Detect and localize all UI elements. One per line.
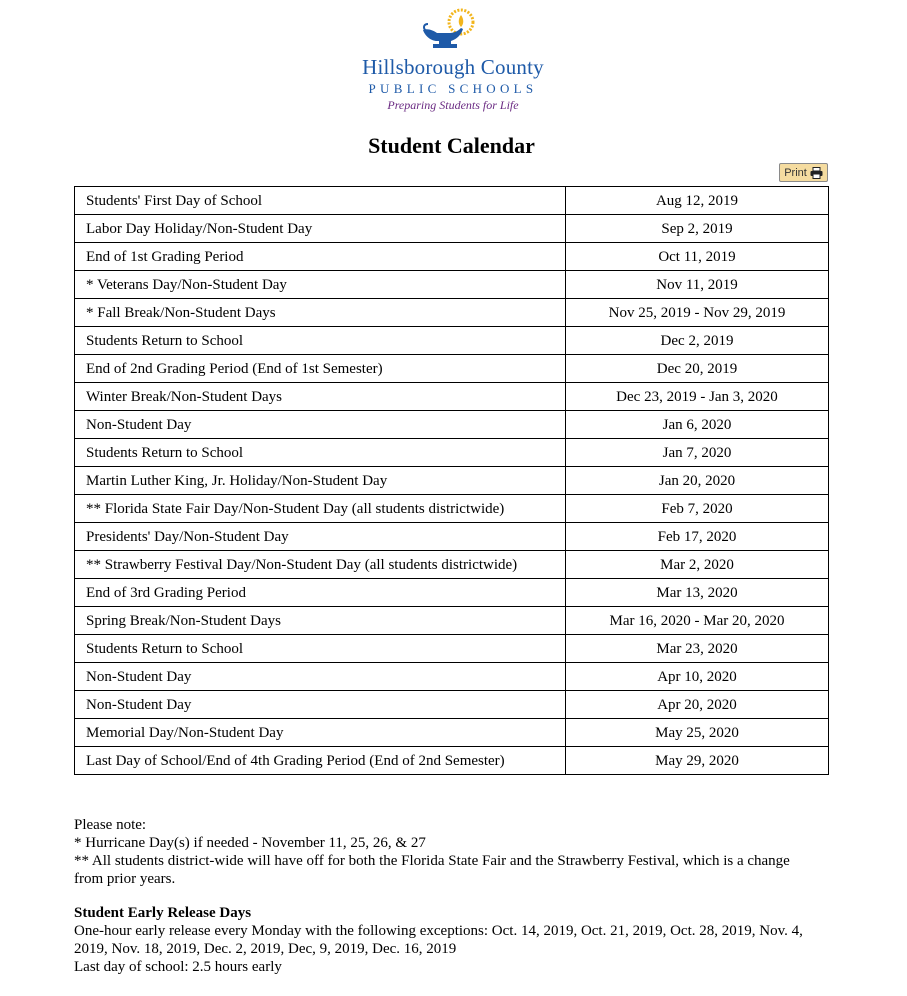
table-row — [75, 495, 829, 523]
date-cell: Nov 25, 2019 - Nov 29, 2019 — [566, 299, 829, 327]
table-row — [75, 411, 829, 439]
event-cell: Non-Student Day — [75, 411, 566, 439]
table-row — [75, 439, 829, 467]
table-row — [75, 691, 829, 719]
early-release-text: One-hour early release every Monday with the following exceptions: Oct. 14, 2019, Oct. 21, 2019, Oct. 28, 2019, Nov. 4, 2019, Nov. 18, 2019, Dec. 2, 2019, Dec, 9, 2019, Dec. 16, 2019 — [74, 923, 803, 957]
date-cell: Nov 11, 2019 — [566, 271, 829, 299]
logo-tagline: Preparing Students for Life — [387, 98, 519, 112]
event-cell: Students Return to School — [75, 327, 566, 355]
event-cell: Students Return to School — [75, 635, 566, 663]
date-cell: Mar 16, 2020 - Mar 20, 2020 — [566, 607, 829, 635]
table-row — [75, 523, 829, 551]
date-cell: Apr 10, 2020 — [566, 663, 829, 691]
note-hurricane: * Hurricane Day(s) if needed - November 11, 25, 26, & 27 — [74, 835, 426, 851]
printer-icon — [810, 167, 823, 179]
date-cell: Mar 23, 2020 — [566, 635, 829, 663]
logo-subtitle: PUBLIC SCHOOLS — [368, 81, 538, 96]
date-cell: May 25, 2020 — [566, 719, 829, 747]
event-cell: Memorial Day/Non-Student Day — [75, 719, 566, 747]
table-row — [75, 271, 829, 299]
event-cell: Labor Day Holiday/Non-Student Day — [75, 215, 566, 243]
table-row — [75, 383, 829, 411]
date-cell: Jan 20, 2020 — [566, 467, 829, 495]
event-cell: Students Return to School — [75, 439, 566, 467]
date-cell: Mar 2, 2020 — [566, 551, 829, 579]
date-cell: Feb 7, 2020 — [566, 495, 829, 523]
event-cell: Spring Break/Non-Student Days — [75, 607, 566, 635]
date-cell: Apr 20, 2020 — [566, 691, 829, 719]
table-row — [75, 215, 829, 243]
table-row — [75, 747, 829, 775]
table-row — [75, 719, 829, 747]
print-button-label: Print — [784, 166, 807, 179]
early-release-section — [74, 904, 814, 976]
event-cell: ** Strawberry Festival Day/Non-Student Day (all students districtwide) — [75, 551, 566, 579]
date-cell: Dec 20, 2019 — [566, 355, 829, 383]
early-release-heading: Student Early Release Days — [74, 905, 252, 921]
date-cell: Dec 2, 2019 — [566, 327, 829, 355]
table-row — [75, 579, 829, 607]
event-cell: ** Florida State Fair Day/Non-Student Day (all students districtwide) — [75, 495, 566, 523]
date-cell: Dec 23, 2019 - Jan 3, 2020 — [566, 383, 829, 411]
table-row — [75, 551, 829, 579]
event-cell: Last Day of School/End of 4th Grading Period (End of 2nd Semester) — [75, 747, 566, 775]
date-cell: May 29, 2020 — [566, 747, 829, 775]
early-release-last-day: Last day of school: 2.5 hours early — [74, 959, 282, 975]
date-cell: Oct 11, 2019 — [566, 243, 829, 271]
table-row — [75, 663, 829, 691]
table-row — [75, 327, 829, 355]
print-button[interactable] — [779, 163, 828, 182]
event-cell: * Veterans Day/Non-Student Day — [75, 271, 566, 299]
date-cell: Aug 12, 2019 — [566, 187, 829, 215]
event-cell: Non-Student Day — [75, 663, 566, 691]
calendar-table — [74, 186, 829, 775]
lamp-of-learning-icon — [419, 6, 483, 54]
date-cell: Mar 13, 2020 — [566, 579, 829, 607]
table-row — [75, 187, 829, 215]
event-cell: Students' First Day of School — [75, 187, 566, 215]
event-cell: End of 3rd Grading Period — [75, 579, 566, 607]
date-cell: Feb 17, 2020 — [566, 523, 829, 551]
date-cell: Sep 2, 2019 — [566, 215, 829, 243]
event-cell: Winter Break/Non-Student Days — [75, 383, 566, 411]
table-row — [75, 607, 829, 635]
table-row — [75, 467, 829, 495]
district-logo — [340, 6, 566, 110]
note-district-wide: ** All students district-wide will have off for both the Florida State Fair and the Strawberry Festival, which is a change from prior years. — [74, 853, 790, 887]
notes-section — [74, 816, 814, 888]
date-cell: Jan 7, 2020 — [566, 439, 829, 467]
event-cell: Martin Luther King, Jr. Holiday/Non-Student Day — [75, 467, 566, 495]
table-row — [75, 299, 829, 327]
event-cell: * Fall Break/Non-Student Days — [75, 299, 566, 327]
event-cell: End of 1st Grading Period — [75, 243, 566, 271]
table-row — [75, 243, 829, 271]
event-cell: Presidents' Day/Non-Student Day — [75, 523, 566, 551]
date-cell: Jan 6, 2020 — [566, 411, 829, 439]
logo-name: Hillsborough County — [362, 55, 544, 79]
event-cell: End of 2nd Grading Period (End of 1st Semester) — [75, 355, 566, 383]
table-row — [75, 635, 829, 663]
event-cell: Non-Student Day — [75, 691, 566, 719]
table-row — [75, 355, 829, 383]
notes-heading: Please note: — [74, 817, 147, 833]
page-title: Student Calendar — [368, 133, 535, 158]
